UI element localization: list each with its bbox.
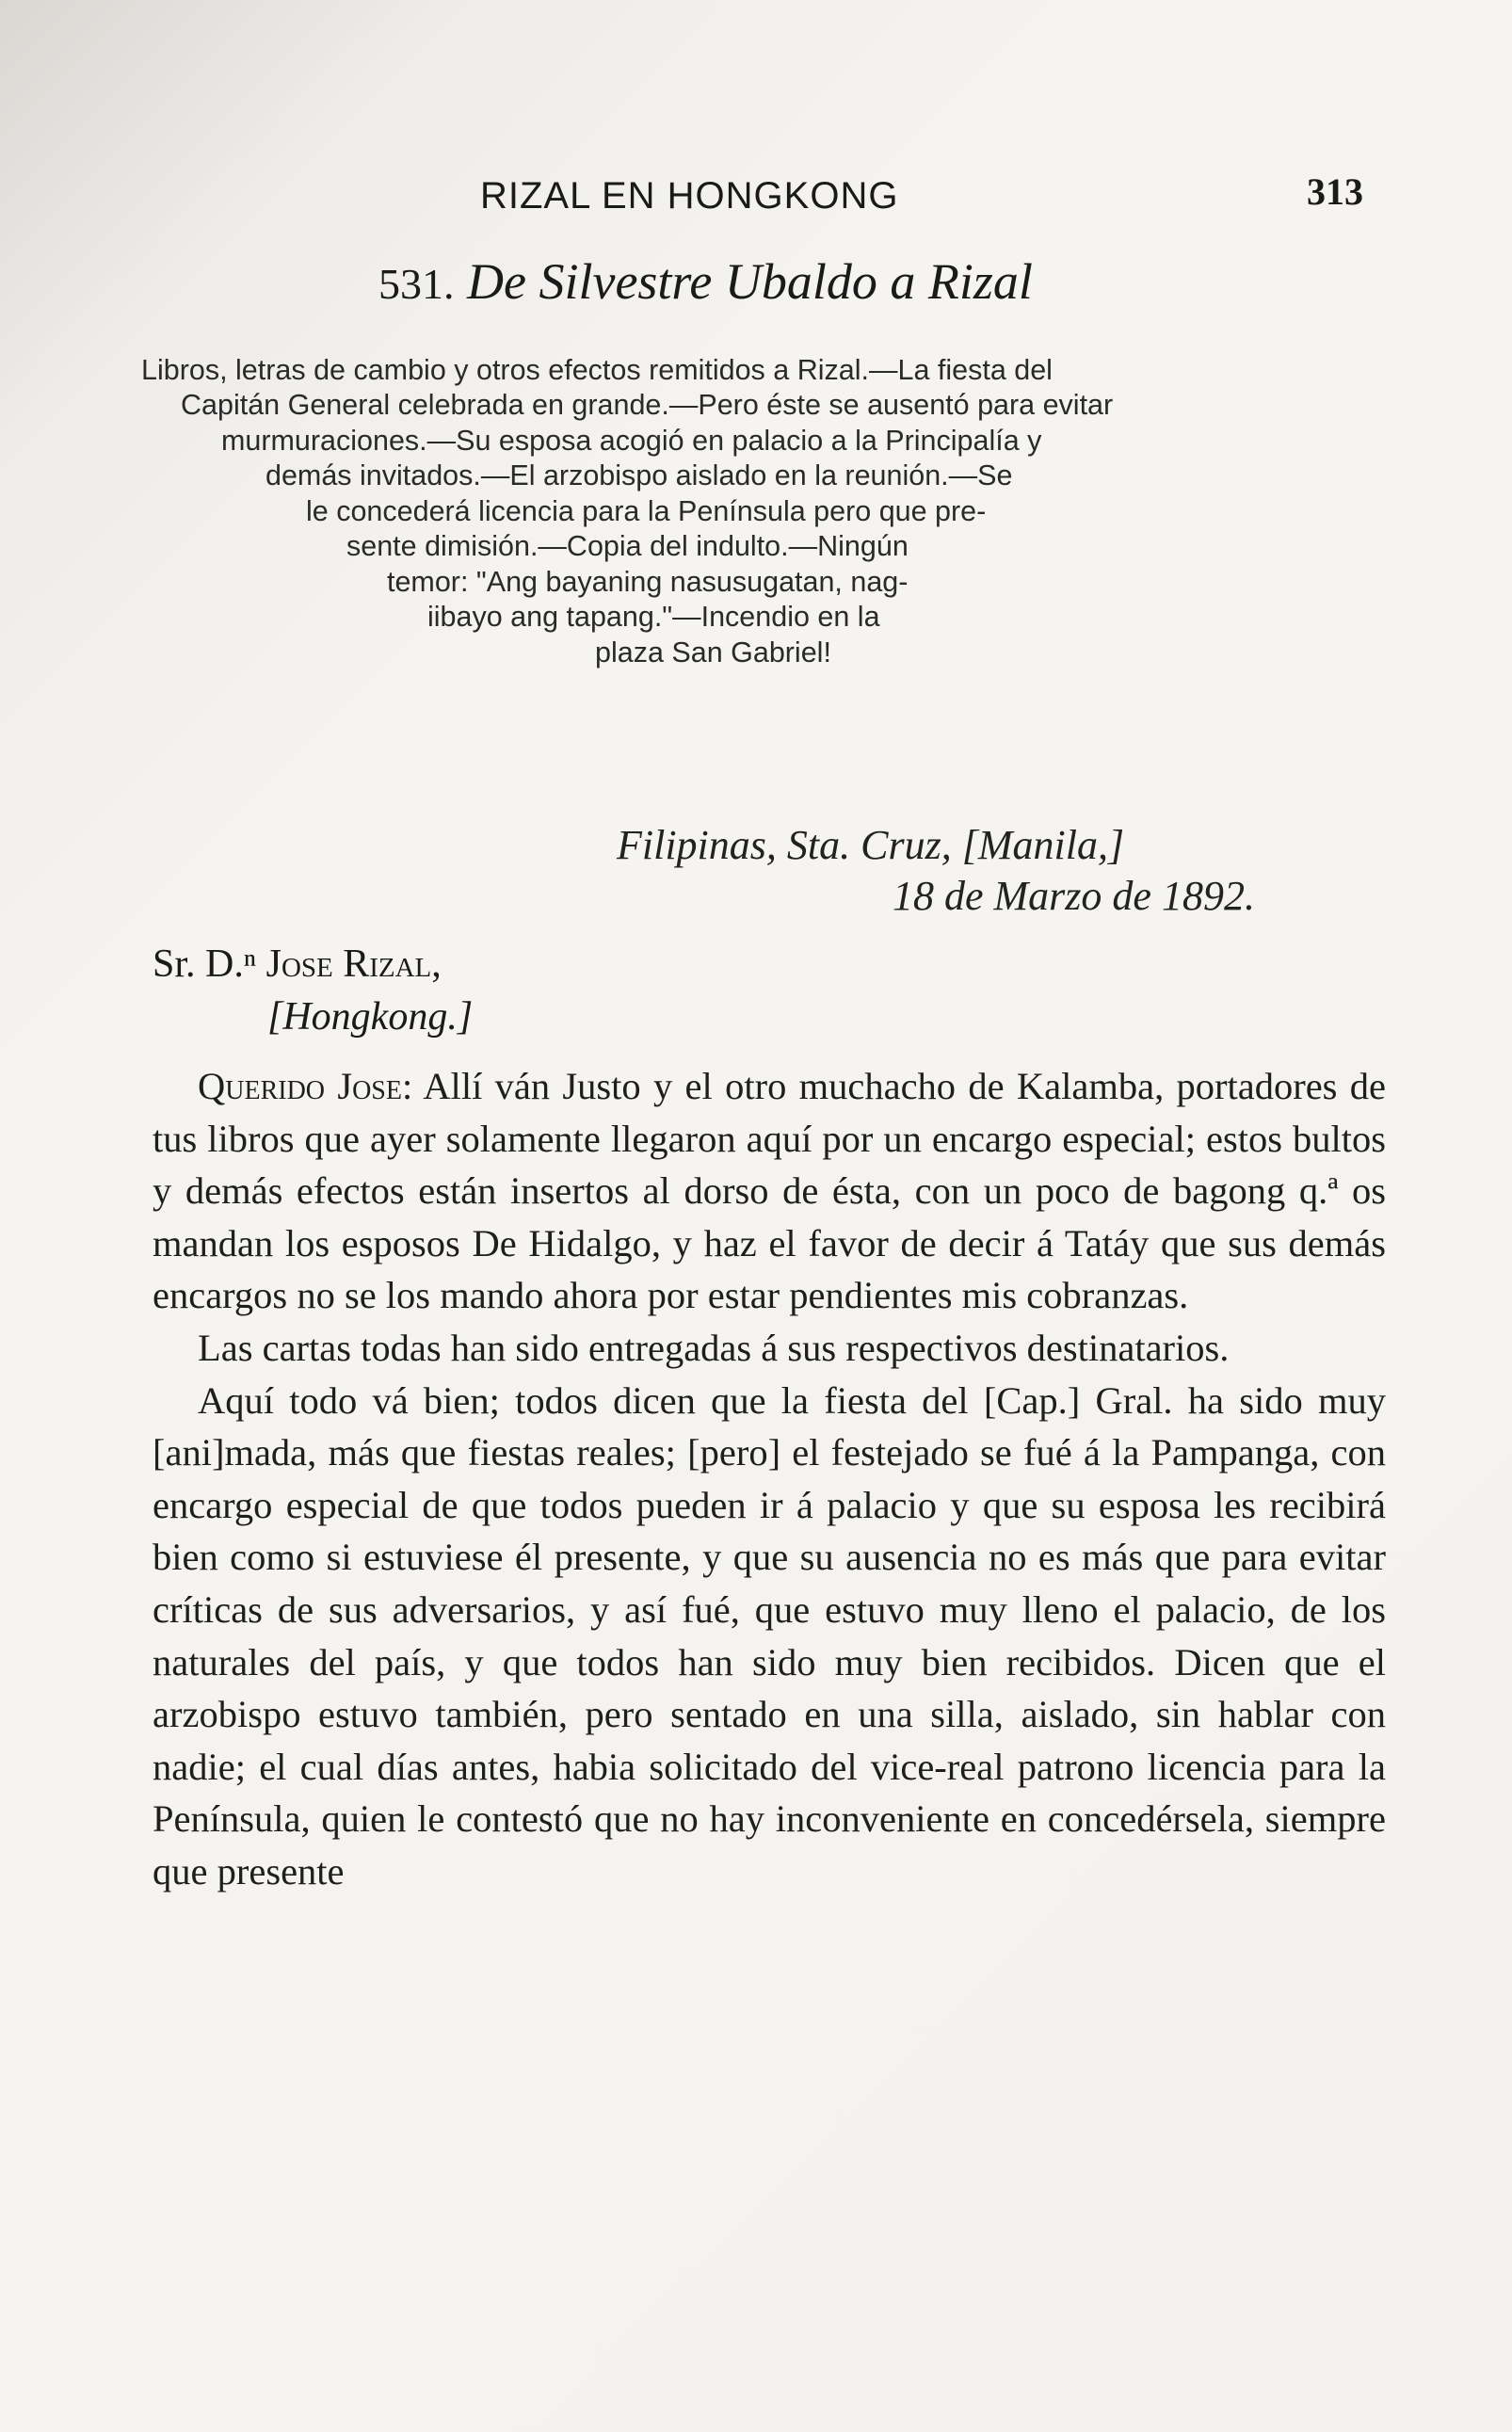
- letter-title: De Silvestre Ubaldo a Rizal: [467, 253, 1033, 310]
- body-paragraph: Las cartas todas han sido entregadas á sus respectivos destinatarios.: [198, 1326, 1230, 1369]
- summary-line: le concederá licencia para la Península pero que pre-: [306, 495, 987, 527]
- letter-body: [153, 1060, 1386, 1898]
- addressee-name: Jose Rizal,: [265, 942, 442, 986]
- summary-line: Capitán General celebrada en grande.—Pero éste se ausentó para evitar: [181, 389, 1114, 421]
- summary-line: plaza San Gabriel!: [595, 636, 831, 668]
- addressee-place: [Hongkong.]: [267, 995, 474, 1039]
- paragraph-text: Allí ván Justo y el otro muchacho de Kalamba, portadores de tus libros que ayer solamente llegaron aquí por un encargo especial; estos bultos y demás efectos están insertos al dorso de ésta, con un poco de bagong q.ª os mandan los esposos De Hidalgo, y haz el favor de decir á Tatáy que sus demás encargos no se los mando ahora por estar pendientes mis cobranzas.: [153, 1065, 1386, 1317]
- body-paragraph: Aquí todo vá bien; todos dicen que la fiesta del [Cap.] Gral. ha sido muy [ani]mada, más que fiestas reales; [pero] el festejado se fué á la Pampanga, con encargo especial de que todos pueden ir á palacio y que su esposa les recibirá bien como si estuviese él presente, y que su ausencia no es más que para evitar críticas de sus adversarios, y así fué, que estuvo muy lleno el palacio, de los naturales del país, y que todos han sido muy bien recibidos. Dicen que el arzobispo estuvo también, pero sentado en una silla, aislado, sin hablar con nadie; el cual días antes, habia solicitado del vice-real patrono licencia para la Península, quien le contestó que no hay inconveniente en concedérsela, siempre que presente: [153, 1378, 1386, 1892]
- addressee: [153, 942, 474, 1039]
- opening-greeting: Querido Jose:: [198, 1065, 413, 1107]
- summary-line: iibayo ang tapang."—Incendio en la: [427, 601, 880, 633]
- letter-heading: [378, 252, 1226, 311]
- dateline-date: 18 de Marzo de 1892.: [893, 873, 1255, 919]
- summary-line: sente dimisión.—Copia del indulto.—Ningún: [346, 530, 909, 562]
- page-number: 313: [1307, 170, 1363, 213]
- summary-line: murmuraciones.—Su esposa acogió en palacio a la Principalía y: [221, 425, 1042, 457]
- dateline-place: Filipinas, Sta. Cruz, [Manila,]: [617, 822, 1125, 868]
- summary-line: temor: "Ang bayaning nasusugatan, nag-: [387, 566, 909, 598]
- summary-line: demás invitados.—El arzobispo aislado en la reunión.—Se: [265, 459, 1013, 491]
- summary-line: Libros, letras de cambio y otros efectos remitidos a Rizal.—La fiesta del: [141, 354, 1053, 386]
- running-title: RIZAL EN HONGKONG: [480, 175, 899, 217]
- addressee-prefix: Sr. D.ⁿ: [153, 942, 257, 986]
- letter-number: 531.: [378, 260, 455, 308]
- body-paragraph: [153, 1060, 1386, 1322]
